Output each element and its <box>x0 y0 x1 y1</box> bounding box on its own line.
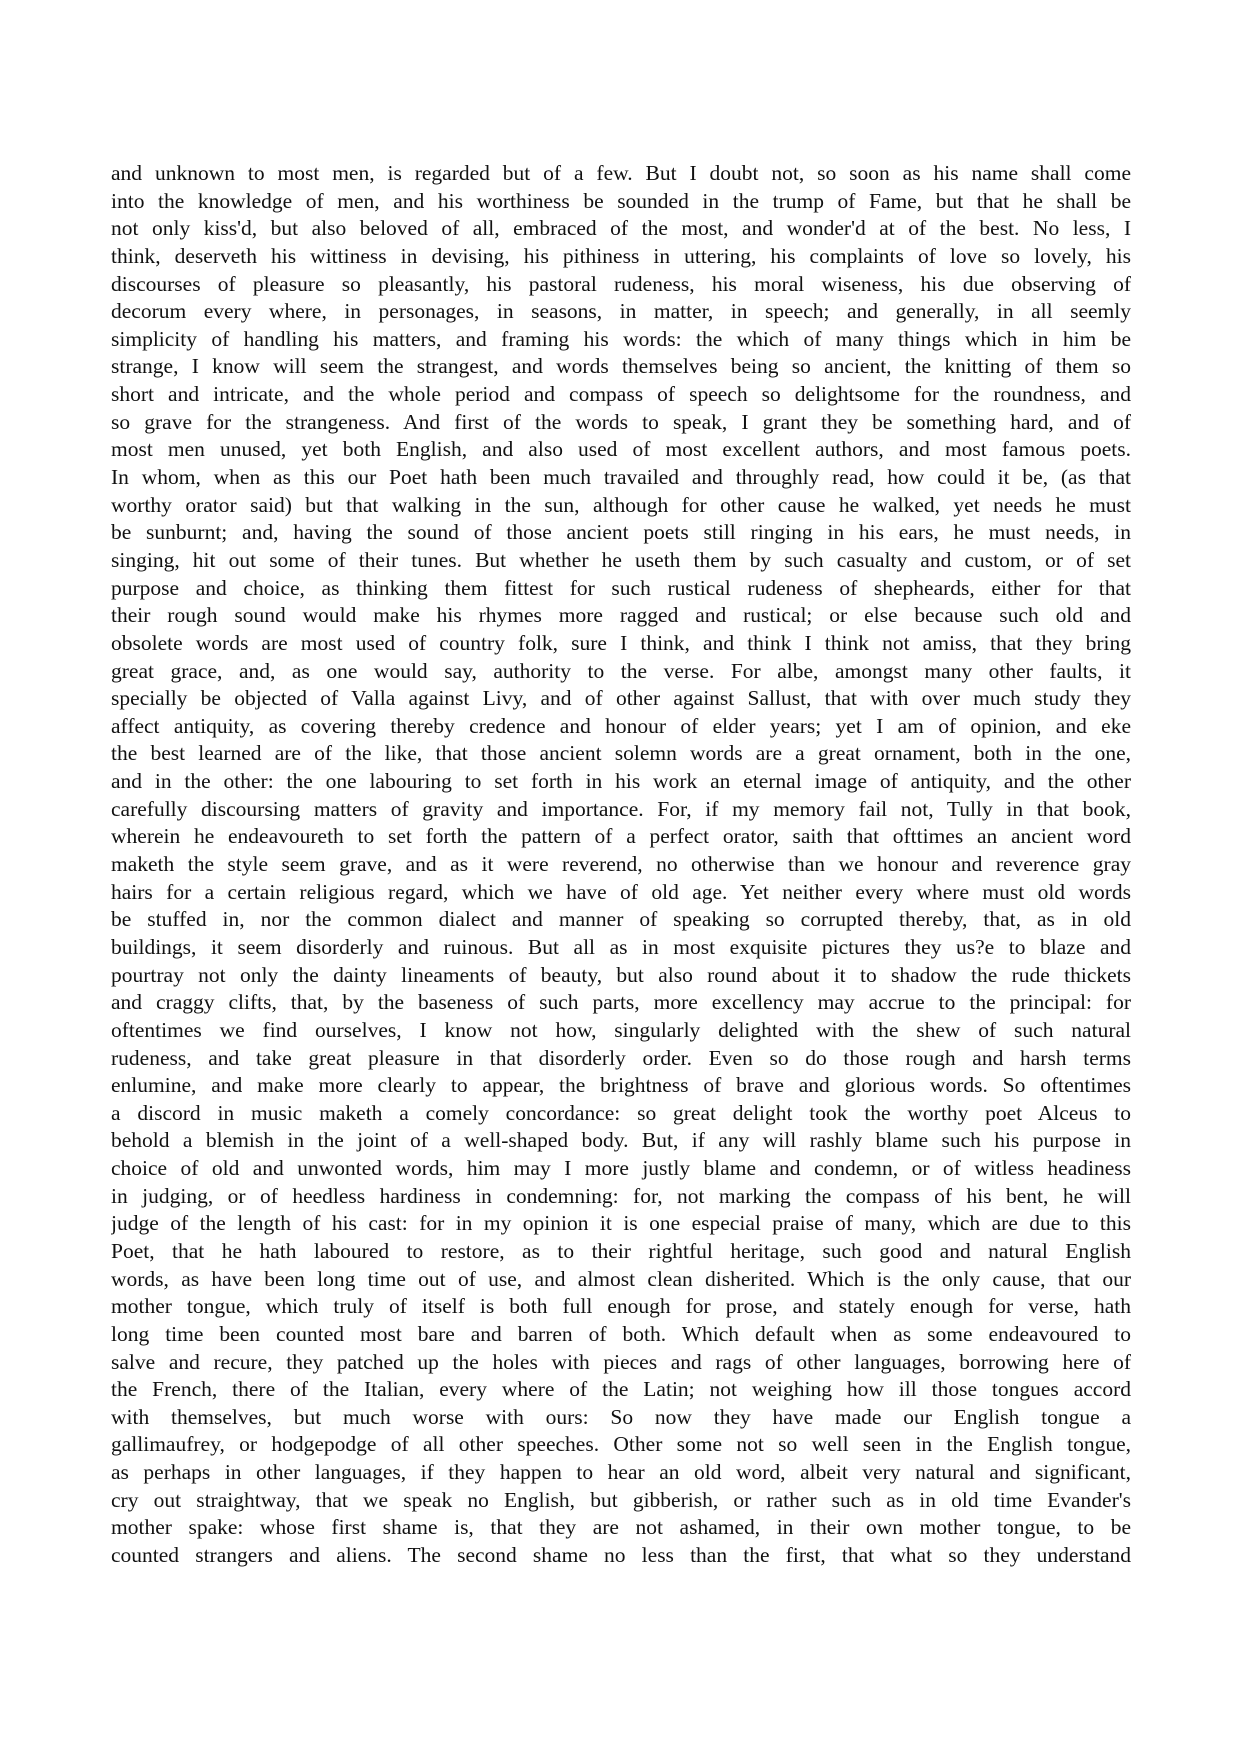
text-line: hairs for a certain religious regard, which we have of old age. Yet neither every where must old words <box>111 879 1131 904</box>
text-line: with themselves, but much worse with ours: So now they have made our English tongue a <box>111 1404 1131 1429</box>
text-line: specially be objected of Valla against Livy, and of other against Sallust, that with over much study they <box>111 686 1131 711</box>
text-line: cry out straightway, that we speak no English, but gibberish, or rather such as in old time Evander's <box>111 1487 1131 1512</box>
text-line: as perhaps in other languages, if they happen to hear an old word, albeit very natural and significant, <box>111 1460 1131 1485</box>
text-line: wherein he endeavoureth to set forth the pattern of a perfect orator, saith that ofttimes an ancient word <box>111 824 1131 849</box>
text-line: singing, hit out some of their tunes. But whether he useth them by such casualty and custom, or of set <box>111 547 1131 572</box>
text-line: worthy orator said) but that walking in the sun, although for other cause he walked, yet needs he must <box>111 492 1131 517</box>
text-line: mother spake: whose first shame is, that they are not ashamed, in their own mother tongue, to be <box>111 1515 1131 1540</box>
text-line: gallimaufrey, or hodgepodge of all other speeches. Other some not so well seen in the English tongue, <box>111 1432 1131 1457</box>
text-line: mother tongue, which truly of itself is both full enough for prose, and stately enough for verse, hath <box>111 1294 1131 1319</box>
text-line: behold a blemish in the joint of a well-shaped body. But, if any will rashly blame such his purpose in <box>111 1128 1131 1153</box>
text-line: and in the other: the one labouring to set forth in his work an eternal image of antiquity, and the other <box>111 769 1131 794</box>
text-line: and craggy clifts, that, by the baseness of such parts, more excellency may accrue to the principal: for <box>111 990 1131 1015</box>
text-line: affect antiquity, as covering thereby credence and honour of elder years; yet I am of opinion, and eke <box>111 713 1131 738</box>
text-line: their rough sound would make his rhymes more ragged and rustical; or else because such old and <box>111 603 1131 628</box>
text-line: rudeness, and take great pleasure in that disorderly order. Even so do those rough and harsh terms <box>111 1045 1131 1070</box>
text-line: In whom, when as this our Poet hath been much travailed and throughly read, how could it be, (as that <box>111 465 1131 490</box>
text-line: buildings, it seem disorderly and ruinous. But all as in most exquisite pictures they us?e to blaze and <box>111 934 1131 959</box>
text-line: a discord in music maketh a comely concordance: so great delight took the worthy poet Alceus to <box>111 1100 1131 1125</box>
text-line: judge of the length of his cast: for in my opinion it is one especial praise of many, which are due to this <box>111 1211 1131 1236</box>
text-line: the French, there of the Italian, every where of the Latin; not weighing how ill those tongues accord <box>111 1377 1131 1402</box>
text-line: carefully discoursing matters of gravity and importance. For, if my memory fail not, Tully in that book, <box>111 796 1131 821</box>
text-line: pourtray not only the dainty lineaments of beauty, but also round about it to shadow the rude thickets <box>111 962 1131 987</box>
text-line: choice of old and unwonted words, him may I more justly blame and condemn, or of witless headiness <box>111 1156 1131 1181</box>
text-line: short and intricate, and the whole period and compass of speech so delightsome for the roundness, and <box>111 382 1131 407</box>
text-line: in judging, or of heedless hardiness in condemning: for, not marking the compass of his bent, he will <box>111 1183 1131 1208</box>
text-line: think, deserveth his wittiness in devising, his pithiness in uttering, his complaints of love so lovely, his <box>111 243 1131 268</box>
text-line: purpose and choice, as thinking them fittest for such rustical rudeness of shepheards, either for that <box>111 575 1131 600</box>
text-line: discourses of pleasure so pleasantly, his pastoral rudeness, his moral wiseness, his due observing of <box>111 271 1131 296</box>
text-line: words, as have been long time out of use, and almost clean disherited. Which is the only cause, that our <box>111 1266 1131 1291</box>
text-line: Poet, that he hath laboured to restore, as to their rightful heritage, such good and natural English <box>111 1238 1131 1263</box>
text-line: and unknown to most men, is regarded but of a few. But I doubt not, so soon as his name shall come <box>111 161 1131 185</box>
text-line: be stuffed in, nor the common dialect and manner of speaking so corrupted thereby, that, as in old <box>111 907 1131 932</box>
text-line: most men unused, yet both English, and also used of most excellent authors, and most famous poets. <box>111 437 1131 462</box>
text-line: so grave for the strangeness. And first of the words to speak, I grant they be something hard, and of <box>111 409 1131 434</box>
text-line: enlumine, and make more clearly to appear, the brightness of brave and glorious words. So oftentimes <box>111 1073 1131 1098</box>
text-line: strange, I know will seem the strangest, and words themselves being so ancient, the knitting of them so <box>111 354 1131 379</box>
text-line: simplicity of handling his matters, and framing his words: the which of many things which in him be <box>111 326 1131 351</box>
text-line: decorum every where, in personages, in seasons, in matter, in speech; and generally, in all seemly <box>111 299 1131 324</box>
text-line: not only kiss'd, but also beloved of all, embraced of the most, and wonder'd at of the best. No less, I <box>111 216 1131 241</box>
document-page <box>111 160 1131 1570</box>
text-line: maketh the style seem grave, and as it were reverend, no otherwise than we honour and reverence gray <box>111 852 1131 877</box>
text-line: into the knowledge of men, and his worthiness be sounded in the trump of Fame, but that he shall be <box>111 188 1131 213</box>
text-line: the best learned are of the like, that those ancient solemn words are a great ornament, both in the one, <box>111 741 1131 766</box>
text-line: long time been counted most bare and barren of both. Which default when as some endeavoured to <box>111 1321 1131 1346</box>
text-line: obsolete words are most used of country folk, sure I think, and think I think not amiss, that they bring <box>111 630 1131 655</box>
text-line: counted strangers and aliens. The second shame no less than the first, that what so they understand <box>111 1543 1131 1568</box>
text-line: oftentimes we find ourselves, I know not how, singularly delighted with the shew of such natural <box>111 1017 1131 1042</box>
text-line: great grace, and, as one would say, authority to the verse. For albe, amongst many other faults, it <box>111 658 1131 683</box>
text-line: salve and recure, they patched up the holes with pieces and rags of other languages, borrowing here of <box>111 1349 1131 1374</box>
text-line: be sunburnt; and, having the sound of those ancient poets still ringing in his ears, he must needs, in <box>111 520 1131 545</box>
